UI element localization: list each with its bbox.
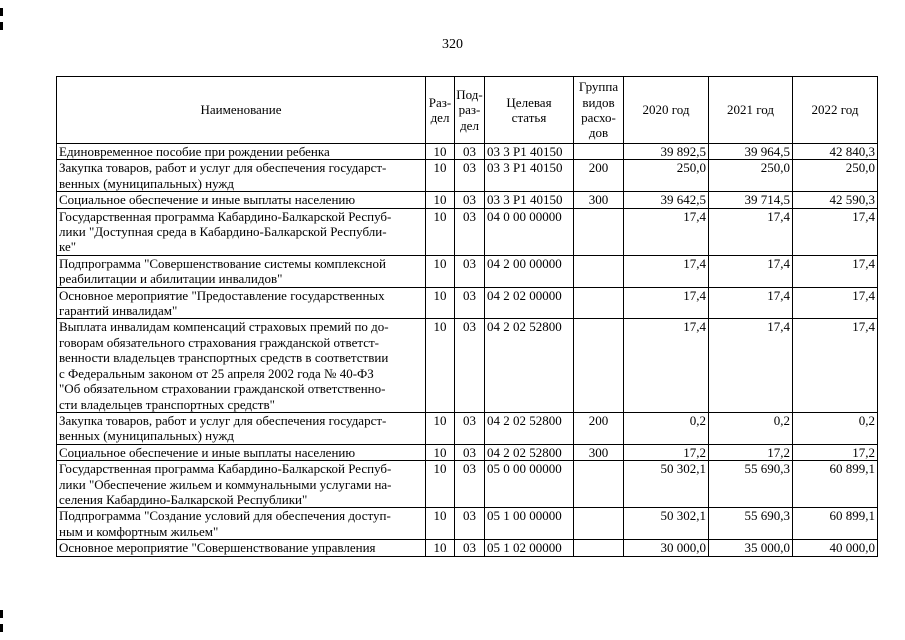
cell-2020: 30 000,0 [624,540,709,556]
header-group: Группа видов расхо- дов [574,77,624,144]
table-row [57,255,878,287]
cell-2021: 250,0 [709,160,793,192]
cell-target-article: 04 2 02 52800 [485,319,574,412]
cell-razdel: 10 [426,144,455,160]
cell-expense-group [574,208,624,255]
cell-name: Государственная программа Кабардино-Балкарской Респуб- лики "Обеспечение жильем и коммунальными услугами на- селения Кабардино-Балкарской Республики" [57,461,426,508]
scan-edge-mark [0,8,3,16]
cell-podrazdel: 03 [455,412,485,444]
cell-2022: 42 840,3 [793,144,878,160]
cell-name: Закупка товаров, работ и услуг для обеспечения государст- венных (муниципальных) нужд [57,160,426,192]
cell-name: Подпрограмма "Создание условий для обеспечения доступ- ным и комфортным жильем" [57,508,426,540]
table-row [57,192,878,208]
cell-razdel: 10 [426,287,455,319]
cell-2021: 35 000,0 [709,540,793,556]
cell-expense-group [574,508,624,540]
budget-table [56,76,878,557]
cell-2021: 17,4 [709,319,793,412]
cell-target-article: 03 3 P1 40150 [485,160,574,192]
cell-2020: 250,0 [624,160,709,192]
table-row [57,287,878,319]
cell-2021: 39 964,5 [709,144,793,160]
cell-target-article: 03 3 P1 40150 [485,144,574,160]
cell-2020: 50 302,1 [624,461,709,508]
cell-2021: 0,2 [709,412,793,444]
header-2021: 2021 год [709,77,793,144]
cell-2021: 17,4 [709,287,793,319]
cell-podrazdel: 03 [455,444,485,460]
cell-name: Выплата инвалидам компенсаций страховых премий по до- говорам обязательного страхования гражданской ответст- венности владельцев транспортных средств в соответствии с Федеральным законом от 25 апреля 2002 года № 40-ФЗ "Об обязательном страховании гражданской ответственно- сти владельцев транспортных средств" [57,319,426,412]
cell-target-article: 04 2 02 00000 [485,287,574,319]
cell-expense-group [574,319,624,412]
cell-2022: 60 899,1 [793,508,878,540]
cell-2020: 50 302,1 [624,508,709,540]
table-header-row [57,77,878,144]
cell-2022: 60 899,1 [793,461,878,508]
cell-expense-group: 300 [574,444,624,460]
cell-2021: 17,4 [709,255,793,287]
cell-razdel: 10 [426,412,455,444]
header-name: Наименование [57,77,426,144]
cell-razdel: 10 [426,319,455,412]
cell-2021: 55 690,3 [709,508,793,540]
cell-2021: 17,2 [709,444,793,460]
cell-2022: 17,4 [793,287,878,319]
scan-edge-mark [0,22,3,30]
cell-2020: 0,2 [624,412,709,444]
cell-2020: 17,4 [624,287,709,319]
cell-expense-group [574,287,624,319]
header-target: Целевая статья [485,77,574,144]
cell-2021: 39 714,5 [709,192,793,208]
cell-razdel: 10 [426,208,455,255]
cell-expense-group [574,540,624,556]
table-row [57,319,878,412]
table-row [57,144,878,160]
cell-podrazdel: 03 [455,287,485,319]
cell-name: Единовременное пособие при рождении ребенка [57,144,426,160]
cell-target-article: 04 0 00 00000 [485,208,574,255]
cell-name: Государственная программа Кабардино-Балкарской Респуб- лики "Доступная среда в Кабардино-Балкарской Республи- ке" [57,208,426,255]
cell-2020: 17,2 [624,444,709,460]
cell-podrazdel: 03 [455,144,485,160]
cell-name: Основное мероприятие "Совершенствование управления [57,540,426,556]
cell-expense-group [574,461,624,508]
cell-expense-group: 200 [574,412,624,444]
table-row [57,540,878,556]
cell-razdel: 10 [426,461,455,508]
cell-2020: 17,4 [624,319,709,412]
cell-podrazdel: 03 [455,508,485,540]
cell-target-article: 04 2 02 52800 [485,444,574,460]
cell-razdel: 10 [426,444,455,460]
cell-expense-group [574,255,624,287]
cell-name: Социальное обеспечение и иные выплаты населению [57,192,426,208]
cell-expense-group: 300 [574,192,624,208]
cell-name: Подпрограмма "Совершенствование системы комплексной реабилитации и абилитации инвалидов" [57,255,426,287]
table-row [57,208,878,255]
cell-target-article: 05 1 00 00000 [485,508,574,540]
cell-name: Основное мероприятие "Предоставление государственных гарантий инвалидам" [57,287,426,319]
header-2022: 2022 год [793,77,878,144]
cell-podrazdel: 03 [455,319,485,412]
cell-2020: 39 642,5 [624,192,709,208]
cell-podrazdel: 03 [455,192,485,208]
cell-2022: 17,4 [793,208,878,255]
cell-2022: 17,4 [793,319,878,412]
cell-target-article: 04 2 00 00000 [485,255,574,287]
cell-podrazdel: 03 [455,160,485,192]
cell-target-article: 03 3 P1 40150 [485,192,574,208]
scan-edge-mark [0,610,3,618]
page-number: 320 [442,37,463,52]
cell-name: Социальное обеспечение и иные выплаты населению [57,444,426,460]
cell-podrazdel: 03 [455,255,485,287]
cell-2022: 0,2 [793,412,878,444]
cell-expense-group: 200 [574,160,624,192]
header-razdel: Раз- дел [426,77,455,144]
scan-edge-mark [0,624,3,632]
cell-razdel: 10 [426,255,455,287]
cell-target-article: 05 0 00 00000 [485,461,574,508]
table-row [57,412,878,444]
cell-razdel: 10 [426,540,455,556]
cell-2022: 42 590,3 [793,192,878,208]
cell-2022: 17,4 [793,255,878,287]
header-2020: 2020 год [624,77,709,144]
table-row [57,508,878,540]
cell-2021: 55 690,3 [709,461,793,508]
table-row [57,461,878,508]
cell-podrazdel: 03 [455,461,485,508]
cell-podrazdel: 03 [455,540,485,556]
cell-target-article: 05 1 02 00000 [485,540,574,556]
scan-edge-marks [0,0,4,640]
cell-2020: 17,4 [624,208,709,255]
cell-2022: 40 000,0 [793,540,878,556]
cell-2020: 39 892,5 [624,144,709,160]
cell-2020: 17,4 [624,255,709,287]
cell-name: Закупка товаров, работ и услуг для обеспечения государст- венных (муниципальных) нужд [57,412,426,444]
cell-podrazdel: 03 [455,208,485,255]
cell-expense-group [574,144,624,160]
cell-2022: 17,2 [793,444,878,460]
cell-razdel: 10 [426,508,455,540]
cell-razdel: 10 [426,160,455,192]
table-row [57,444,878,460]
cell-2021: 17,4 [709,208,793,255]
table-row [57,160,878,192]
header-podrazdel: Под- раз- дел [455,77,485,144]
cell-target-article: 04 2 02 52800 [485,412,574,444]
cell-razdel: 10 [426,192,455,208]
cell-2022: 250,0 [793,160,878,192]
